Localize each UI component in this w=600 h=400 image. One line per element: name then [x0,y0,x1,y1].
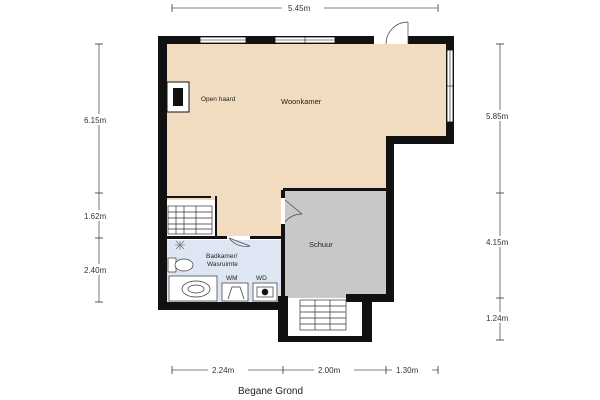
entrance-stairs-icon [300,300,346,330]
room-label-bath-2: Wasruimte [207,261,238,268]
room-label-dryer: WD [256,275,267,282]
dim-top-width: 5.45m [288,4,311,13]
room-label-shed: Schuur [309,240,333,249]
room-label-bath-1: Badkamer/ [206,253,238,260]
dim-bottom-right: 1.30m [396,366,419,375]
fireplace-icon [167,82,189,112]
stairs-icon [168,206,212,234]
room-label-fireplace: Open haard [201,96,236,103]
dim-right-middle: 4.15m [486,238,509,247]
dim-left-middle: 1.62m [84,212,107,221]
room-label-washer: WM [226,275,238,282]
dim-right-lower: 1.24m [486,314,509,323]
room-label-living: Woonkamer [281,97,322,106]
dim-left-upper: 6.15m [84,116,107,125]
dim-bottom-middle: 2.00m [318,366,341,375]
dryer-icon [253,283,277,301]
shed-floor [283,190,386,298]
floor-title: Begane Grond [238,386,304,397]
toilet-icon [168,258,193,272]
dim-right-upper: 5.85m [486,112,509,121]
washing-machine-icon [222,283,248,301]
dim-bottom-left: 2.24m [212,366,235,375]
dim-left-lower: 2.40m [84,266,107,275]
sink-icon [169,276,217,301]
